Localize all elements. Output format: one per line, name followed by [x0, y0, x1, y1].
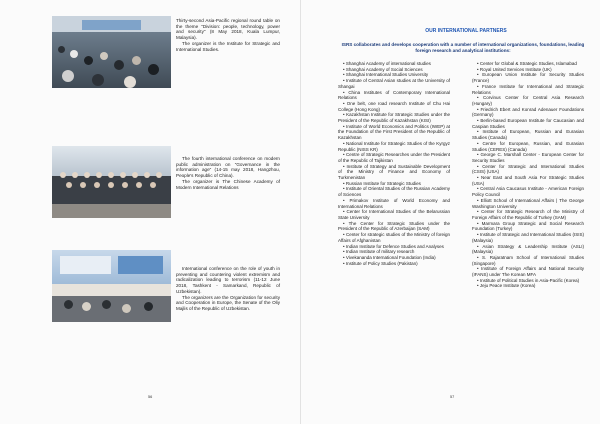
partner-item [338, 152, 450, 163]
partner-item [338, 78, 450, 89]
bullet-icon: • [477, 66, 479, 72]
partner-name: Russian Institute for Strategic Studies [345, 180, 421, 186]
partner-item [338, 221, 450, 232]
bullet-icon: • [477, 277, 479, 283]
partner-name: S. Rajaratnam School of International Studies (Singapore) [472, 254, 584, 266]
partner-item [472, 118, 584, 129]
partner-name: France Institute for International and Strategic Relations [472, 83, 584, 95]
bullet-icon: • [477, 163, 479, 169]
partner-item [338, 209, 450, 220]
partner-item [472, 255, 584, 266]
bullet-icon: • [343, 197, 345, 203]
bullet-icon: • [343, 232, 345, 238]
partner-item [472, 209, 584, 220]
partner-name: Institute of Strategy and Sustainable Development of the Ministry of Finance and Economy of Turkmenistan [338, 163, 450, 181]
bullet-icon: • [477, 220, 479, 226]
partner-name: Center for Strategic and International Studies (CSIS) (USA) [472, 163, 584, 175]
partner-name: Berlin-based European Institute for Caucasian and Caspian Studies [472, 118, 584, 129]
partner-item [472, 198, 584, 209]
bullet-icon: • [343, 249, 345, 255]
partner-name: Center for Global & Strategic Studies, Islamabad [479, 61, 577, 66]
caption-text: Thirty-second Asia-Pacific regional round table on the theme "Division: people, technology, power and security" (8 May 2018, Kuala Lumpur, Malaysia). [176, 18, 280, 41]
partner-item [472, 152, 584, 163]
bullet-icon: • [477, 283, 479, 289]
caption-round-table [176, 18, 280, 52]
bullet-icon: • [477, 83, 479, 89]
caption-organizer: The organizer is the Institute for Strategic and International Studies. [176, 40, 280, 52]
partner-item [472, 141, 584, 152]
partner-item [338, 101, 450, 112]
bullet-icon: • [343, 180, 345, 186]
page-number-left: 56 [148, 395, 153, 399]
partner-name: Centre of Strategic Researches under the President of the Republic of Tajikistan [338, 152, 450, 163]
partner-item [338, 261, 450, 267]
partner-item [472, 232, 584, 243]
caption-organizer: The organizers are the Organization for security and Cooperation in Europe, the Senate of the Oliy Majlis of the Republic of Uzbekistan. [176, 294, 280, 311]
bullet-icon: • [343, 220, 345, 226]
partner-name: One belt, one road research Institute of Chu Hai College (Hong Kong) [338, 100, 450, 112]
bullet-icon: • [343, 140, 345, 146]
caption-text: The fourth international conference on modern public administration on "Governance in the information age" (14-15 may 2018, Hangzhou, People's Republic of China). [176, 156, 280, 179]
partner-item [472, 186, 584, 197]
partner-item [338, 232, 450, 243]
partner-item [472, 283, 584, 289]
caption-hangzhou [176, 156, 280, 190]
bullet-icon: • [477, 129, 479, 135]
partner-item [472, 107, 584, 118]
partner-item [472, 84, 584, 95]
partner-name: Kazakhstan Institute for Strategic Studies under the President of the Republic of Kazakhstan (KISI) [338, 112, 450, 124]
partner-name: Central Asia Caucasus Institute - American Foreign Policy Council [472, 186, 584, 198]
bullet-icon: • [477, 95, 479, 101]
partner-name: Shanghai Academy of international studies [345, 61, 431, 66]
partner-item [472, 95, 584, 106]
partner-item [338, 186, 450, 197]
partner-name: Institute of Foreign Affairs and National Security (IFANS) under The Korean MFA [472, 266, 584, 278]
partners-subheading: ISRS collaborates and develops cooperation with a number of international organizations, foundations, leading foreign research and analytical institutions: [341, 42, 585, 53]
partner-name: Center for strategic studies of the Ministry of foreign Affairs of Afghanistan [338, 232, 450, 243]
partner-name: Vivekananda International Foundation (India) [345, 254, 436, 260]
partner-name: Centre for European, Russian, and Eurasian Studies (CERES) (Canada) [472, 140, 584, 152]
caption-organizer: The organizer is The Chinese Academy of Modern International Relations [176, 178, 280, 190]
bullet-icon: • [343, 112, 345, 118]
partner-name: Shanghai International Studies University [345, 72, 429, 78]
bullet-icon: • [477, 243, 479, 249]
bullet-icon: • [477, 232, 479, 238]
bullet-icon: • [477, 152, 479, 158]
partner-item [472, 244, 584, 255]
bullet-icon: • [477, 266, 479, 272]
bullet-icon: • [477, 197, 479, 203]
partner-item [338, 124, 450, 141]
partner-name: Elliott School of International Affairs | The George Washington University [472, 197, 584, 209]
partner-item [338, 141, 450, 152]
partner-name: Friedrich Ebert and Konrad Adenauer Foundations (Germany) [472, 106, 584, 118]
partner-name: Marmara Group Strategic and Social Research Foundation (Turkey) [472, 220, 584, 232]
partners-column-right [472, 61, 584, 289]
bullet-icon: • [343, 66, 345, 72]
bullet-icon: • [477, 186, 479, 192]
bullet-icon: • [477, 72, 479, 78]
bullet-icon: • [343, 254, 345, 260]
bullet-icon: • [343, 78, 345, 84]
partner-name: Primakov Institute of World Economy and International Relations [338, 197, 450, 209]
bullet-icon: • [477, 61, 479, 66]
bullet-icon: • [477, 209, 479, 215]
partner-name: Asian Strategy & Leadership Institute (ASLI) (Malaysia) [472, 243, 584, 255]
partner-name: Center for International Studies of the Belarussian State University [338, 209, 450, 220]
bullet-icon: • [343, 72, 345, 78]
partner-name: Institute of Oriental Studies of the Russian Academy of Sciences [338, 186, 450, 198]
partner-name: Institute of World Economics and Politics (IWEP) at the Foundation of the First President of the Republic of Kazakhstan [338, 123, 450, 141]
bullet-icon: • [343, 243, 345, 249]
partners-heading: OUR INTERNATIONAL PARTNERS [425, 28, 507, 34]
page-number-right: 57 [450, 395, 455, 399]
partner-item [472, 175, 584, 186]
partner-item [338, 198, 450, 209]
photo-group-hangzhou [52, 146, 171, 218]
partner-name: Institute of Political Studies in Asia-Pacific (Korea) [479, 277, 580, 283]
bullet-icon: • [477, 140, 479, 146]
bullet-icon: • [343, 260, 345, 266]
bullet-icon: • [343, 61, 345, 66]
bullet-icon: • [343, 100, 345, 106]
partner-name: George C. Marshall Center - European Center for Security Studies [472, 152, 584, 163]
bullet-icon: • [343, 152, 345, 158]
bullet-icon: • [343, 186, 345, 192]
partner-item [472, 164, 584, 175]
partner-name: European Union Institute for Security Studies (France) [472, 72, 584, 84]
bullet-icon: • [477, 106, 479, 112]
partner-name: Royal United Services Institute (UK) [479, 66, 552, 72]
partner-name: China Institutes of Contemporary International Relations [338, 89, 450, 101]
caption-tashkent [176, 266, 280, 312]
bullet-icon: • [343, 163, 345, 169]
bullet-icon: • [343, 209, 345, 215]
bullet-icon: • [477, 118, 479, 124]
partner-item [472, 72, 584, 83]
partner-item [472, 266, 584, 277]
caption-text: International conference on the role of youth in preventing and countering violent extremism and radicalization leading to terrorism (11-12 June 2018, Tashkent - Samarkand, Republic of Uzbekistan). [176, 266, 280, 294]
bullet-icon: • [477, 254, 479, 260]
partner-name: Shanghai Academy of Social Sciences [345, 66, 423, 72]
partner-name: Institute of Policy Studies (Pakistan) [345, 260, 418, 266]
partner-name: Institute of European, Russian and Eurasian Studies (Canada) [472, 129, 584, 141]
bullet-icon: • [477, 175, 479, 181]
partner-name: Near East and South Asia For Strategic Studies (USA) [472, 175, 584, 186]
partner-item [472, 129, 584, 140]
partner-name: Indian Institute for Defence Studies and Analyses [345, 243, 444, 249]
partner-name: Jeju Peace Institute (Korea) [479, 283, 536, 289]
partner-name: The Center for Strategic Studies under the President of the Republic of Azerbaijan (SAM) [338, 220, 450, 232]
photo-round-table [52, 16, 171, 88]
partner-item [338, 90, 450, 101]
partner-item [338, 164, 450, 181]
partner-name: Institute of Strategic and International Studies (ISIS) (Malaysia) [472, 232, 584, 243]
partner-name: Institute of Central Asian studies at the University of Shangai [338, 78, 450, 89]
partner-name: Corvinus Center for Central Asia Research (Hungary) [472, 95, 584, 106]
photo-tashkent-conference [52, 250, 171, 322]
partner-name: National Institute for Strategic Studies of the Kyrgyz Republic (NISS KR) [338, 140, 450, 152]
partner-name: Center for Strategic Research of the Ministry of Foreign Affairs of the Republic of Turkey (SAM) [472, 209, 584, 220]
partner-name: Indian Institute of military research [345, 249, 415, 255]
partner-item [472, 221, 584, 232]
partners-column-left [338, 61, 450, 266]
bullet-icon: • [343, 89, 345, 95]
bullet-icon: • [343, 123, 345, 129]
partner-item [338, 112, 450, 123]
